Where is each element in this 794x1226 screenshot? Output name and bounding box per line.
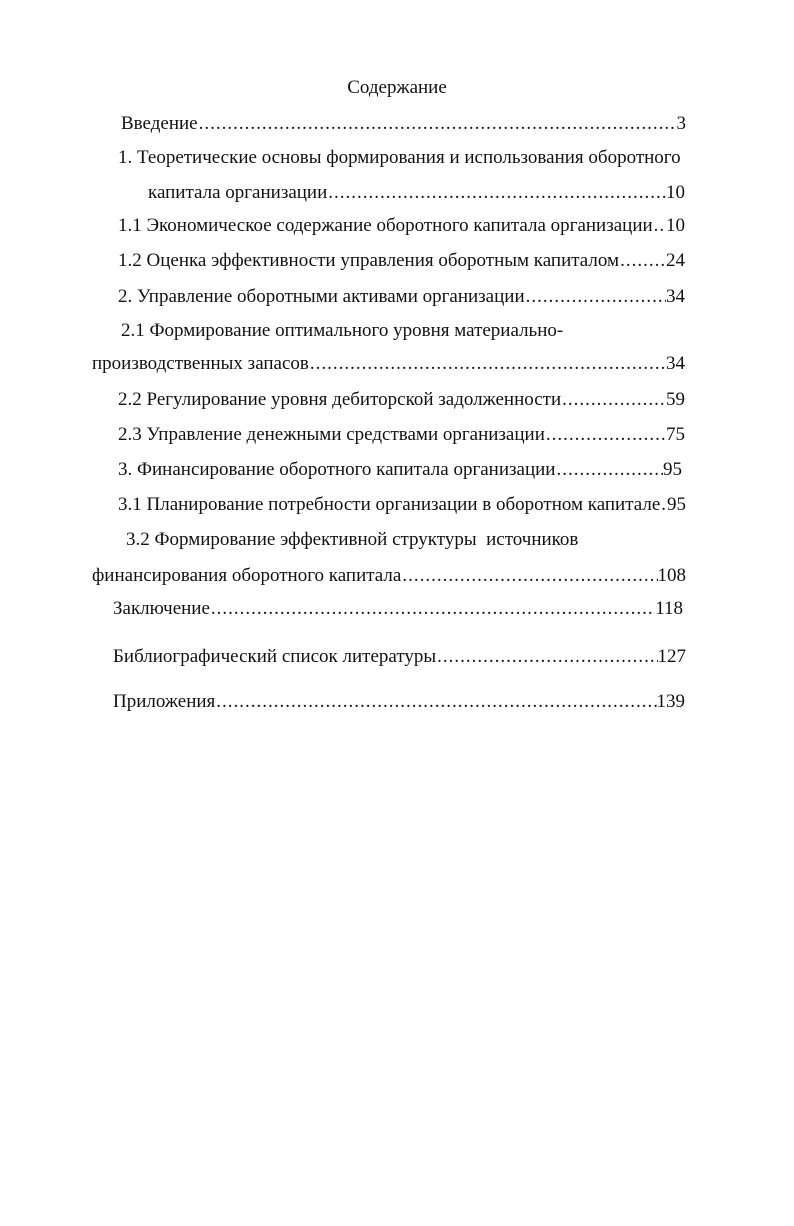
toc-page-number: 24 (666, 250, 685, 271)
toc-leader-dots (561, 388, 666, 412)
toc-leader-dots (525, 285, 666, 309)
toc-label: производственных запасов (92, 353, 309, 374)
toc-label: 1.2 Оценка эффективности управления оборотным капиталом (118, 250, 620, 271)
toc-page-number: 10 (666, 182, 685, 203)
toc-label: 2.3 Управление денежными средствами организации (118, 424, 545, 445)
toc-label: 1. Теоретические основы формирования и использования оборотного (118, 147, 681, 168)
toc-entry-3-2-line2[interactable] (92, 564, 686, 588)
toc-entry-2-1-line2[interactable] (92, 352, 685, 376)
toc-entry-ch3[interactable] (118, 458, 682, 482)
toc-entry-2-1-line1[interactable] (121, 319, 681, 343)
toc-entry-2-2[interactable] (118, 388, 685, 412)
toc-page-number: 139 (656, 691, 685, 712)
page-title: Содержание (347, 77, 447, 98)
toc-entry-intro[interactable] (121, 112, 686, 136)
toc-entry-ch1-line2[interactable] (148, 181, 685, 205)
toc-page-number: 34 (666, 286, 685, 307)
toc-label: 3. Финансирование оборотного капитала организации (118, 459, 556, 480)
toc-page-number: 95 (663, 459, 682, 480)
toc-entry-1-1[interactable] (118, 214, 685, 238)
toc-entry-3-1[interactable] (118, 493, 686, 517)
toc-page-number: 59 (666, 389, 685, 410)
toc-leader-dots (309, 352, 666, 376)
toc-label: 2.1 Формирование оптимального уровня материально- (121, 320, 564, 341)
toc-label: 3.1 Планирование потребности организации в оборотном капитале (118, 494, 661, 515)
toc-page-number: 127 (657, 646, 686, 667)
toc-leader-dots (215, 690, 656, 714)
toc-label: Библиографический список литературы (113, 646, 437, 667)
toc-page-number: 108 (657, 565, 686, 586)
toc-leader-dots (619, 249, 666, 273)
toc-page-number: 3 (676, 113, 686, 134)
toc-leader-dots (555, 458, 663, 482)
toc-leader-dots (327, 181, 666, 205)
toc-label: финансирования оборотного капитала (92, 565, 402, 586)
toc-label: Введение (121, 113, 198, 134)
toc-entry-2-3[interactable] (118, 423, 685, 447)
toc-label: Заключение (113, 598, 210, 619)
toc-leader-dots (198, 112, 677, 136)
toc-entry-1-2[interactable] (118, 249, 685, 273)
toc-page-number: 34 (666, 353, 685, 374)
toc-entry-3-2-line1[interactable] (126, 528, 686, 552)
toc-label: 2. Управление оборотными активами организации (118, 286, 525, 307)
toc-label: капитала организации (148, 182, 328, 203)
toc-label: 2.2 Регулирование уровня дебиторской задолженности (118, 389, 562, 410)
toc-entry-ch1-line1[interactable] (118, 146, 688, 170)
toc-page-number: 10 (666, 215, 685, 236)
toc-leader-dots (210, 597, 655, 621)
toc-leader-dots (653, 214, 666, 238)
toc-entry-bibliography[interactable] (113, 645, 686, 669)
toc-page-number: 118 (655, 598, 683, 619)
toc-page-number: 75 (666, 424, 685, 445)
toc-entry-ch2[interactable] (118, 285, 685, 309)
toc-label: Приложения (113, 691, 216, 712)
toc-leader-dots (545, 423, 666, 447)
toc-leader-dots (401, 564, 657, 588)
toc-leader-dots (660, 493, 667, 517)
toc-entry-conclusion[interactable] (113, 597, 683, 621)
toc-label: 1.1 Экономическое содержание оборотного капитала организации (118, 215, 653, 236)
toc-entry-appendices[interactable] (113, 690, 685, 714)
toc-leader-dots (436, 645, 657, 669)
toc-page-number: 95 (667, 494, 686, 515)
toc-label: 3.2 Формирование эффективной структуры источников (126, 529, 579, 550)
